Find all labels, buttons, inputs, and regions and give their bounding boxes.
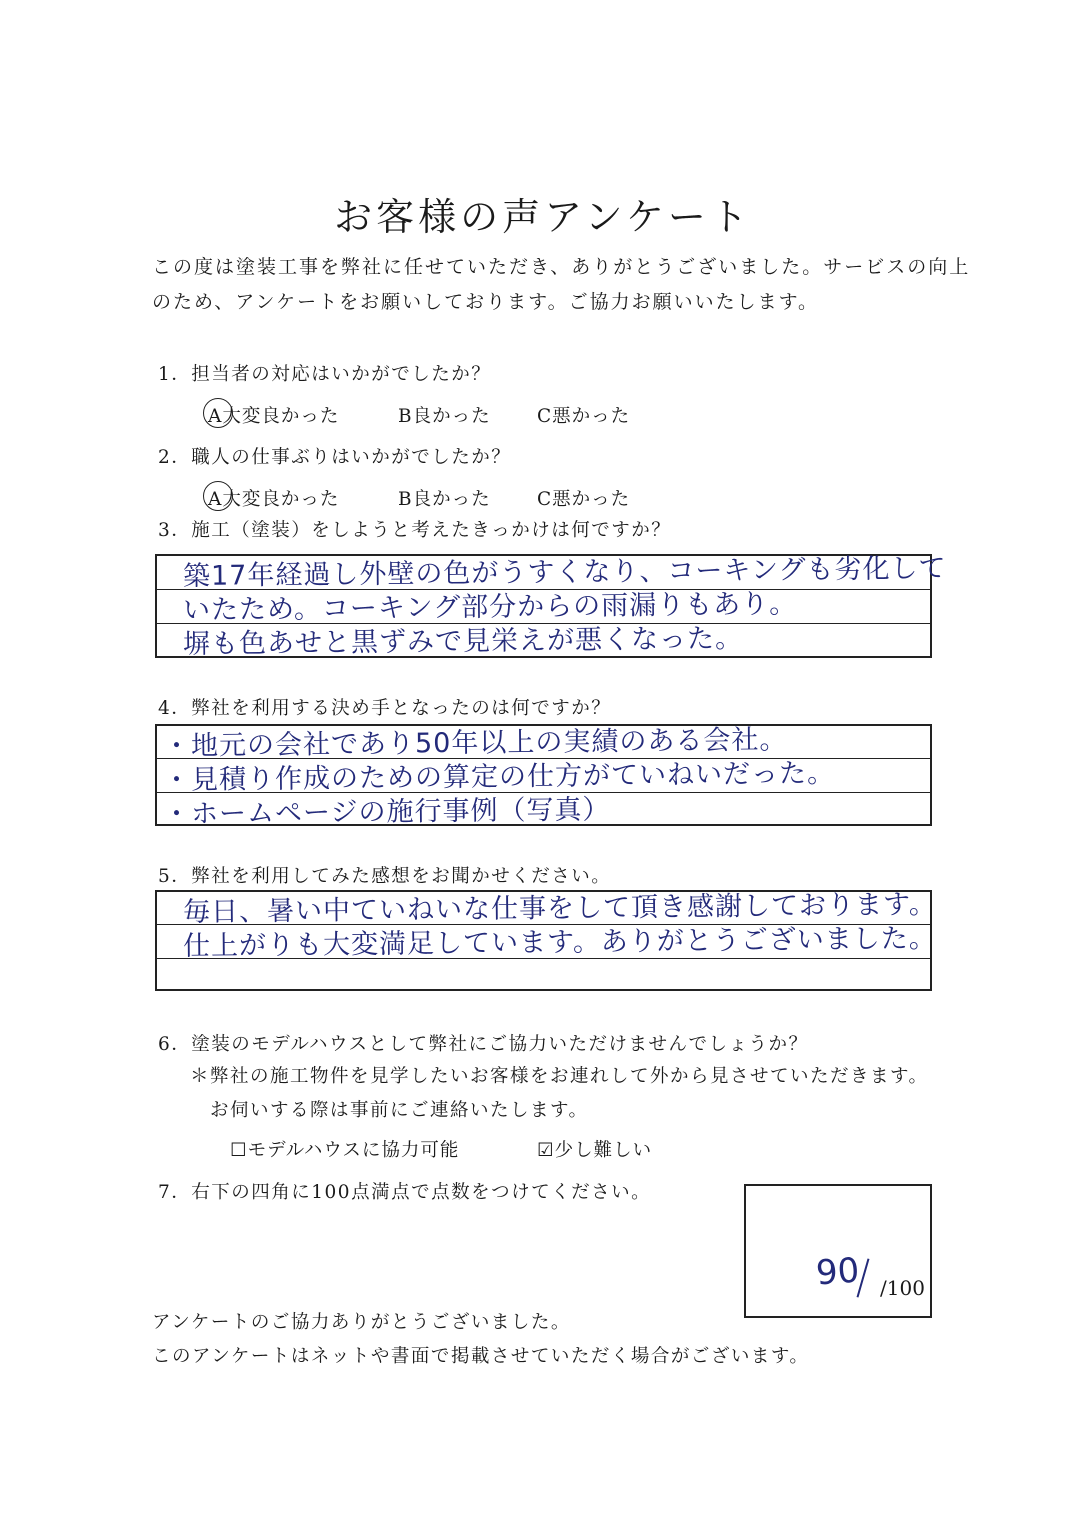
q3-answer-line-1: 築17年経過し外壁の色がうすくなり、コーキングも劣化して xyxy=(182,553,947,592)
q4-question: 4．弊社を利用する決め手となったのは何ですか？ xyxy=(158,698,612,719)
intro-line-1: この度は塗装工事を弊社に任せていただき、ありがとうございました。サービスの向上 xyxy=(152,256,971,278)
q6-note-line-2: お伺いする際は事前にご連絡いたします。 xyxy=(210,1100,589,1121)
q5-answer-box[interactable] xyxy=(155,889,937,991)
footer-line-2: このアンケートはネットや書面で掲載させていただく場合がございます。 xyxy=(152,1346,810,1367)
q5-question: 5．弊社を利用してみた感想をお聞かせください。 xyxy=(158,866,612,887)
q3-answer-line-3: 塀も色あせと黒ずみで見栄えが悪くなった。 xyxy=(182,623,744,660)
selected-circle xyxy=(203,398,233,428)
q4-answer-line-3: ・ホームページの施行事例（写真） xyxy=(162,794,611,830)
q5-answer-line-2: 仕上がりも大変満足しています。ありがとうございました。 xyxy=(182,923,937,962)
q6-option-difficult[interactable]: ☑少し難しい xyxy=(537,1140,653,1161)
q4-answer-line-1: ・地元の会社であり50年以上の実績のある会社。 xyxy=(162,724,788,762)
footer-line-1: アンケートのご協力ありがとうございました。 xyxy=(152,1312,571,1333)
score-box[interactable] xyxy=(744,1184,932,1318)
q7-question: 7．右下の四角に100点満点で点数をつけてください。 xyxy=(158,1182,652,1203)
q3-question: 3．施工（塗装）をしようと考えたきっかけは何ですか？ xyxy=(158,520,672,541)
q1-option-a[interactable]: A大変良かった xyxy=(208,402,339,428)
q6-question: 6．塗装のモデルハウスとして弊社にご協力いただけませんでしょうか？ xyxy=(158,1034,809,1055)
checkbox-empty-icon[interactable]: ☐ xyxy=(230,1140,248,1161)
q2-option-a[interactable]: A大変良かった xyxy=(208,485,339,511)
q1-option-b[interactable]: B良かった xyxy=(398,406,491,427)
q5-answer-line-1: 毎日、暑い中ていねいな仕事をして頂き感謝しております。 xyxy=(182,889,937,928)
q1-question: 1．担当者の対応はいかがでしたか？ xyxy=(158,364,492,385)
page-title: お客様の声アンケート xyxy=(334,195,752,239)
score-value: 90 xyxy=(814,1250,861,1294)
q4-answer-box[interactable] xyxy=(155,724,932,830)
selected-circle xyxy=(203,481,233,511)
q3-answer-line-2: いたため。コーキング部分からの雨漏りもあり。 xyxy=(182,588,798,626)
q3-answer-box[interactable] xyxy=(155,553,947,660)
q2-option-b[interactable]: B良かった xyxy=(398,489,491,510)
q4-answer-line-2: ・見積り作成のための算定の仕方がていねいだった。 xyxy=(162,757,836,796)
score-out-of: /100 xyxy=(880,1276,925,1300)
intro-line-2: のため、アンケートをお願いしております。ご協力お願いいたします。 xyxy=(152,291,820,313)
q6-option-possible[interactable]: ☐モデルハウスに協力可能 xyxy=(230,1140,460,1161)
checkbox-checked-icon[interactable]: ☑ xyxy=(537,1140,555,1161)
q2-option-c[interactable]: C悪かった xyxy=(537,489,631,510)
q2-question: 2．職人の仕事ぶりはいかがでしたか？ xyxy=(158,447,512,468)
q6-note-line-1: ＊弊社の施工物件を見学したいお客様をお連れして外から見させていただきます。 xyxy=(190,1066,929,1087)
q1-option-c[interactable]: C悪かった xyxy=(537,406,631,427)
